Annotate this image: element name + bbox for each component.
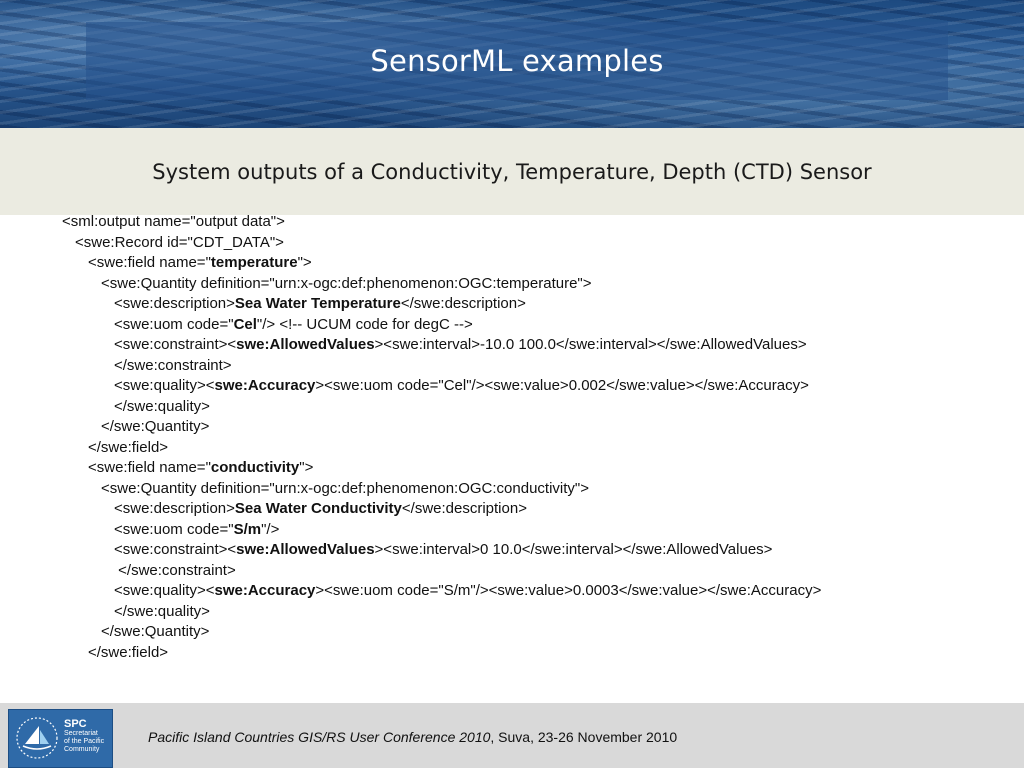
ocean-header-background	[0, 0, 1024, 128]
logo-text	[64, 718, 104, 754]
conference-name: Pacific Island Countries GIS/RS User Conference 2010	[148, 729, 491, 745]
code-line	[62, 540, 1002, 561]
code-text: ><swe:uom code="Cel"/><swe:value>0.002</swe:value></swe:Accuracy>	[315, 377, 809, 394]
code-text: </swe:description>	[401, 500, 527, 517]
code-text: </swe:description>	[400, 295, 526, 312]
code-text: </swe:quality>	[114, 397, 210, 415]
code-line	[62, 376, 1002, 397]
code-line	[62, 458, 1002, 479]
code-emphasis: Sea Water Conductivity	[234, 500, 402, 517]
code-listing	[62, 212, 1002, 663]
code-text: <swe:field name="	[88, 459, 211, 476]
title-panel	[86, 22, 948, 100]
code-emphasis: swe:Accuracy	[214, 582, 316, 599]
slide-title: SensorML examples	[370, 44, 664, 78]
code-text: <swe:quality><	[114, 377, 215, 394]
subtitle-band	[0, 128, 1024, 215]
code-emphasis: conductivity	[210, 459, 300, 476]
code-text: <swe:uom code="	[114, 315, 234, 333]
code-text: "/> <!-- UCUM code for degC -->	[256, 315, 473, 333]
spc-emblem-icon	[13, 714, 61, 762]
code-line	[62, 417, 1002, 438]
code-text: <swe:field name="	[88, 254, 211, 271]
spc-logo	[8, 709, 113, 768]
code-line	[62, 561, 1002, 582]
code-text: </swe:Quantity>	[101, 623, 210, 640]
code-text: ><swe:interval>-10.0 100.0</swe:interval></swe:AllowedValues>	[374, 336, 807, 353]
logo-line: Secretariat	[64, 730, 98, 737]
code-line	[62, 479, 1002, 500]
code-text: <swe:description>	[114, 295, 235, 312]
logo-acronym: SPC	[64, 718, 87, 730]
code-line	[62, 602, 1002, 623]
code-text: <sml:output name="output data">	[62, 213, 285, 230]
code-line	[62, 499, 1002, 520]
logo-line: of the Pacific	[64, 738, 105, 745]
code-emphasis: S/m	[233, 520, 262, 538]
code-line	[62, 212, 1002, 233]
code-text: </swe:constraint>	[114, 561, 236, 579]
code-text: <swe:uom code="	[114, 520, 234, 538]
code-line	[62, 315, 1002, 336]
code-line	[62, 274, 1002, 295]
code-line	[62, 294, 1002, 315]
code-line	[62, 335, 1002, 356]
code-text: <swe:description>	[114, 500, 235, 517]
code-text: </swe:quality>	[114, 602, 210, 620]
footer-bar	[0, 703, 1024, 768]
code-text: <swe:Quantity definition="urn:x-ogc:def:phenomenon:OGC:conductivity">	[101, 479, 590, 497]
code-line	[62, 356, 1002, 377]
code-line	[62, 581, 1002, 602]
code-text: ><swe:uom code="S/m"/><swe:value>0.0003</swe:value></swe:Accuracy>	[315, 582, 822, 599]
code-text: <swe:constraint><	[114, 336, 237, 353]
code-emphasis: Cel	[233, 315, 257, 333]
code-emphasis: swe:Accuracy	[214, 377, 316, 394]
code-emphasis: swe:AllowedValues	[236, 336, 375, 353]
code-line	[62, 520, 1002, 541]
code-line	[62, 253, 1002, 274]
code-line	[62, 622, 1002, 643]
code-text: ">	[297, 254, 312, 271]
code-text: </swe:Quantity>	[101, 418, 210, 435]
code-line	[62, 438, 1002, 459]
code-text: "/>	[261, 520, 280, 538]
conference-location-date: , Suva, 23-26 November 2010	[490, 729, 678, 745]
code-text: ">	[299, 459, 314, 476]
code-text: <swe:quality><	[114, 582, 215, 599]
code-text: <swe:Record id="CDT_DATA">	[75, 233, 284, 251]
code-line	[62, 233, 1002, 254]
code-text: </swe:field>	[88, 438, 169, 456]
code-text: ><swe:interval>0 10.0</swe:interval></swe:AllowedValues>	[374, 541, 773, 558]
code-text: <swe:constraint><	[114, 541, 237, 558]
conference-citation	[148, 729, 677, 745]
code-text: </swe:constraint>	[114, 356, 232, 374]
code-emphasis: temperature	[210, 254, 298, 271]
code-emphasis: Sea Water Temperature	[234, 295, 401, 312]
code-line	[62, 643, 1002, 664]
logo-line: Community	[64, 746, 100, 753]
slide-subtitle: System outputs of a Conductivity, Temperature, Depth (CTD) Sensor	[152, 159, 872, 184]
code-text: <swe:Quantity definition="urn:x-ogc:def:phenomenon:OGC:temperature">	[101, 274, 592, 292]
code-emphasis: swe:AllowedValues	[236, 541, 375, 558]
code-text: </swe:field>	[88, 643, 169, 661]
code-line	[62, 397, 1002, 418]
